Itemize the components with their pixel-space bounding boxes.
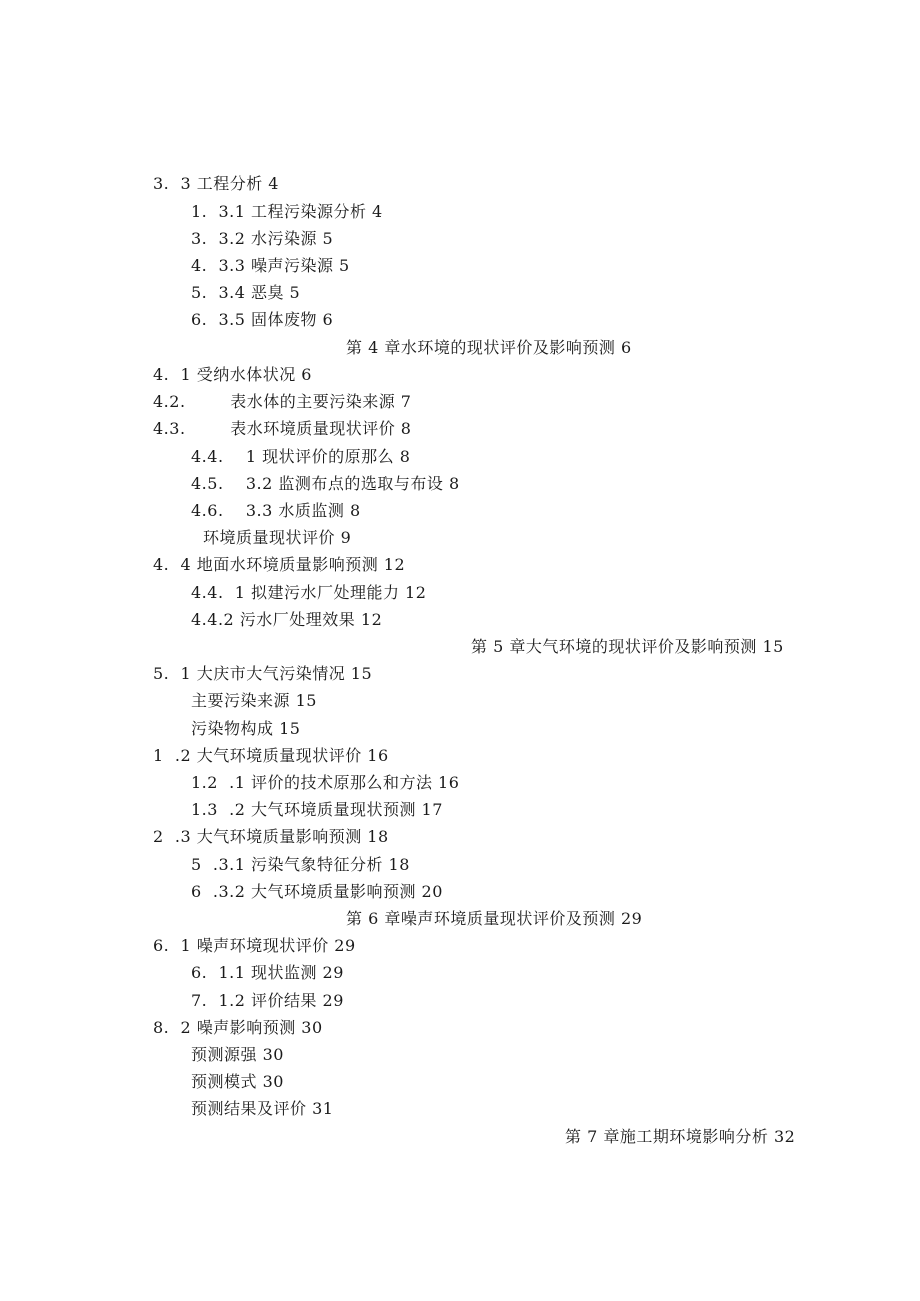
toc-entry: 3. 3.2 水污染源 5 <box>191 229 334 248</box>
toc-entry: 预测源强 30 <box>191 1045 284 1064</box>
toc-entry: 5 .3.1 污染气象特征分析 18 <box>191 855 410 874</box>
toc-entry: 4. 3.3 噪声污染源 5 <box>191 256 350 275</box>
toc-entry: 6 .3.2 大气环境质量影响预测 20 <box>191 882 443 901</box>
toc-entry: 3. 3 工程分析 4 <box>153 174 279 193</box>
toc-entry: 4.3. 表水环境质量现状评价 8 <box>153 419 412 438</box>
toc-entry: 1.2 .1 评价的技术原那么和方法 16 <box>191 773 460 792</box>
toc-entry: 4.5. 3.2 监测布点的选取与布设 8 <box>191 474 460 493</box>
toc-entry: 6. 3.5 固体废物 6 <box>191 310 334 329</box>
toc-entry: 4. 1 受纳水体状况 6 <box>153 365 312 384</box>
toc-chapter-heading: 第 6 章噪声环境质量现状评价及预测 29 <box>346 909 643 928</box>
toc-entry: 2 .3 大气环境质量影响预测 18 <box>153 827 389 846</box>
toc-entry: 1. 3.1 工程污染源分析 4 <box>191 202 383 221</box>
toc-entry: 4. 4 地面水环境质量影响预测 12 <box>153 555 406 574</box>
toc-entry: 主要污染来源 15 <box>191 691 317 710</box>
toc-entry: 4.4. 1 拟建污水厂处理能力 12 <box>191 583 427 602</box>
toc-chapter-heading: 第 7 章施工期环境影响分析 32 <box>565 1127 796 1146</box>
toc-entry: 5. 1 大庆市大气污染情况 15 <box>153 664 373 683</box>
toc-entry: 环境质量现状评价 9 <box>203 528 352 547</box>
toc-entry: 污染物构成 15 <box>191 719 301 738</box>
toc-chapter-heading: 第 5 章大气环境的现状评价及影响预测 15 <box>471 637 784 656</box>
toc-entry: 预测模式 30 <box>191 1072 284 1091</box>
toc-entry: 8. 2 噪声影响预测 30 <box>153 1018 323 1037</box>
toc-entry: 4.4.2 污水厂处理效果 12 <box>191 610 383 629</box>
toc-entry: 4.2. 表水体的主要污染来源 7 <box>153 392 412 411</box>
toc-entry: 7. 1.2 评价结果 29 <box>191 991 344 1010</box>
toc-entry: 1 .2 大气环境质量现状评价 16 <box>153 746 389 765</box>
toc-entry: 6. 1 噪声环境现状评价 29 <box>153 936 356 955</box>
toc-chapter-heading: 第 4 章水环境的现状评价及影响预测 6 <box>346 338 632 357</box>
toc-entry: 1.3 .2 大气环境质量现状预测 17 <box>191 800 443 819</box>
toc-entry: 6. 1.1 现状监测 29 <box>191 963 344 982</box>
toc-entry: 5. 3.4 恶臭 5 <box>191 283 301 302</box>
toc-entry: 预测结果及评价 31 <box>191 1099 334 1118</box>
toc-entry: 4.4. 1 现状评价的原那么 8 <box>191 447 411 466</box>
toc-entry: 4.6. 3.3 水质监测 8 <box>191 501 361 520</box>
